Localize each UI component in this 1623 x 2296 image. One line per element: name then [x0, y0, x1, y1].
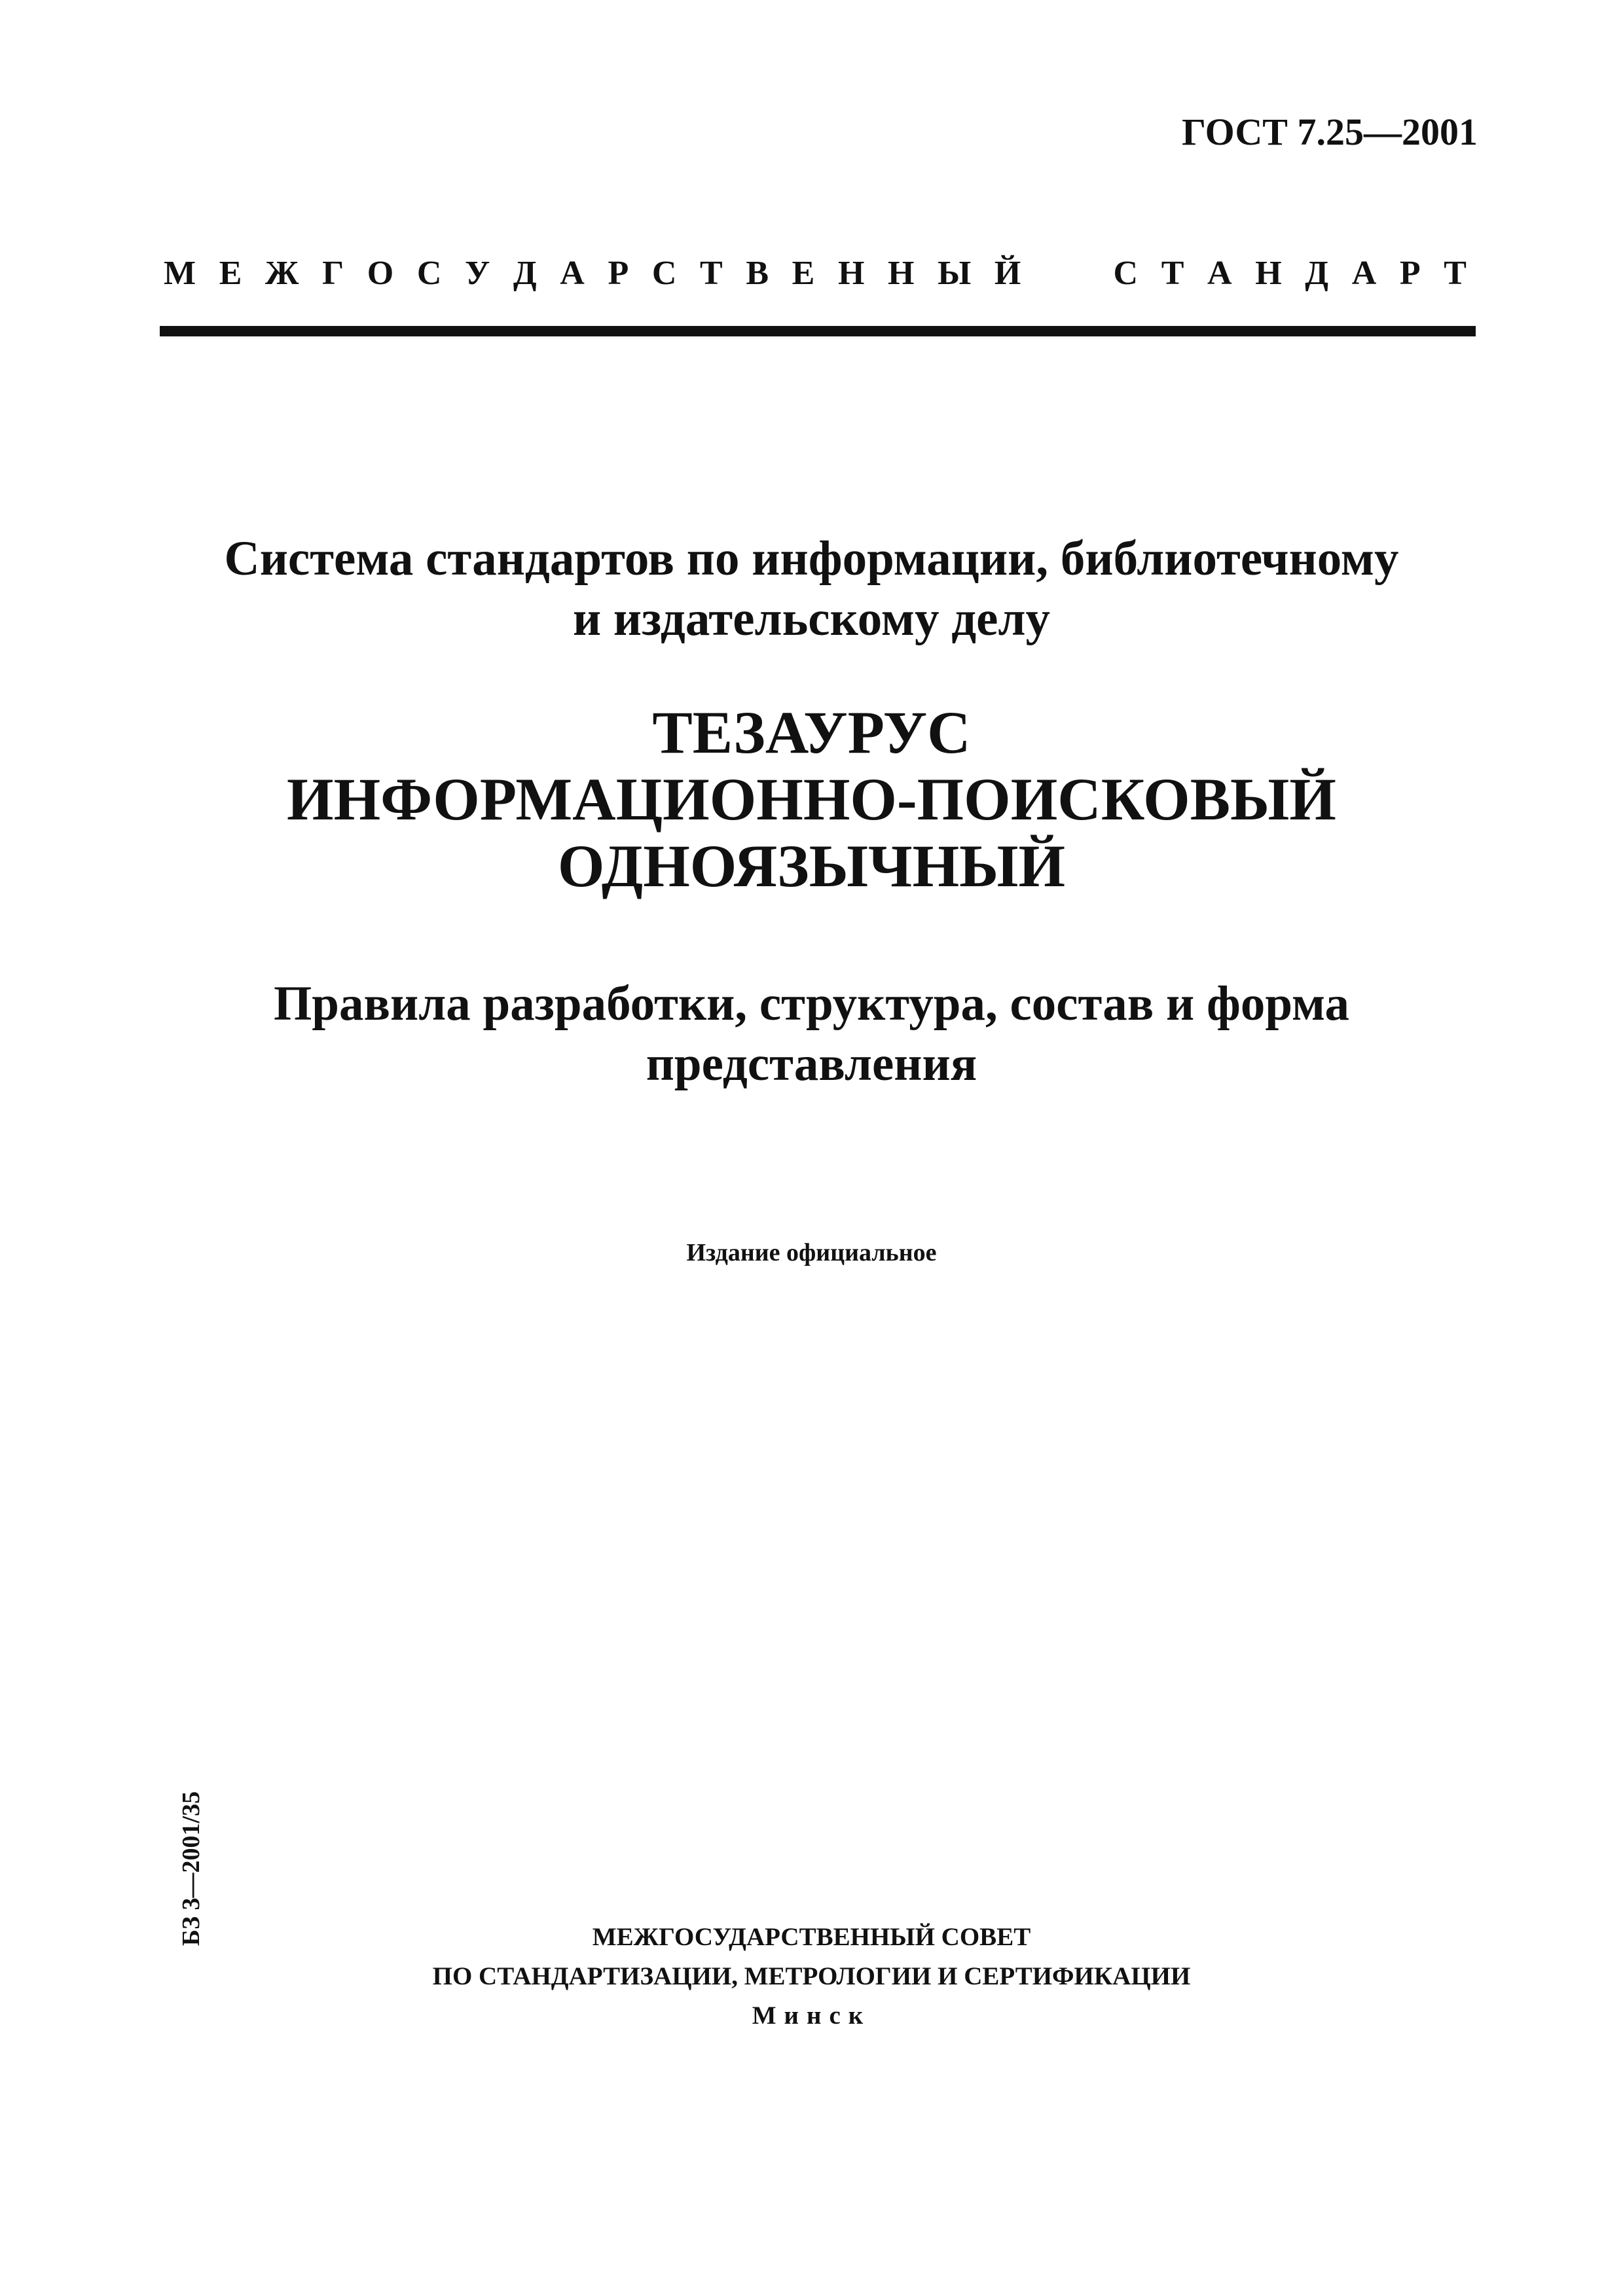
banner-word-interstate-letter: Ж: [265, 255, 299, 292]
subtitle-line-2: представления: [646, 1037, 977, 1091]
main-title-line-2: ИНФОРМАЦИОННО-ПОИСКОВЫЙ: [287, 766, 1336, 833]
banner-word-gap: [1044, 257, 1090, 291]
main-title: [131, 699, 1492, 899]
banner-word-interstate-letter: Г: [322, 255, 344, 292]
main-title-line-1: ТЕЗАУРУС: [652, 699, 971, 766]
banner-word-interstate-letter: Н: [837, 255, 865, 292]
publisher-line-1: МЕЖГОСУДАРСТВЕННЫЙ СОВЕТ: [592, 1923, 1031, 1951]
banner-word-interstate-letter: Е: [219, 255, 242, 292]
banner-word-interstate-letter: В: [746, 255, 769, 292]
banner-word-standard-letter: Т: [1161, 255, 1184, 292]
main-title-line-3: ОДНОЯЗЫЧНЫЙ: [557, 833, 1066, 899]
banner-word-standard-letter: А: [1351, 255, 1377, 292]
banner-word-standard-letter: А: [1207, 255, 1232, 292]
series-title-line-2: и издательскому делу: [572, 592, 1051, 646]
banner-word-standard-letter: Т: [1444, 255, 1467, 292]
document-number: ГОСТ 7.25—2001: [1182, 111, 1478, 153]
subtitle: [131, 974, 1492, 1094]
header-rule: [160, 326, 1476, 336]
banner-word-interstate-letter: У: [465, 255, 490, 292]
side-code: БЗ 3—2001/35: [177, 1791, 205, 1946]
banner-word-standard-letter: Д: [1305, 255, 1329, 292]
banner-word-standard-letter: С: [1113, 255, 1139, 292]
banner-word-interstate-letter: Д: [513, 255, 537, 292]
edition-label: Издание официальное: [686, 1239, 937, 1266]
banner-word-interstate-letter: Н: [888, 255, 915, 292]
publisher: [131, 1918, 1492, 2036]
series-title-line-1: Система стандартов по информации, библиотечному: [224, 531, 1399, 586]
banner-word-interstate-letter: Е: [792, 255, 815, 292]
banner-word-interstate-letter: С: [416, 255, 442, 292]
banner-word-interstate-letter: Т: [700, 255, 723, 292]
banner-word-standard-letter: Р: [1399, 255, 1421, 292]
banner-word-standard-letter: Н: [1255, 255, 1282, 292]
banner-word-interstate-letter: А: [560, 255, 585, 292]
series-title: [131, 529, 1492, 649]
subtitle-line-1: Правила разработки, структура, состав и форма: [273, 977, 1350, 1031]
publisher-city: Минск: [752, 2001, 871, 2030]
banner-word-interstate-letter: Й: [994, 255, 1021, 292]
interstate-standard-banner: [164, 257, 1467, 291]
publisher-line-2: ПО СТАНДАРТИЗАЦИИ, МЕТРОЛОГИИ И СЕРТИФИКАЦИИ: [432, 1962, 1191, 1990]
banner-word-interstate-letter: М: [164, 255, 196, 292]
banner-word-interstate-letter: О: [367, 255, 394, 292]
banner-word-interstate-letter: С: [651, 255, 677, 292]
banner-word-interstate-letter: Ы: [938, 255, 972, 292]
banner-word-interstate-letter: Р: [608, 255, 629, 292]
